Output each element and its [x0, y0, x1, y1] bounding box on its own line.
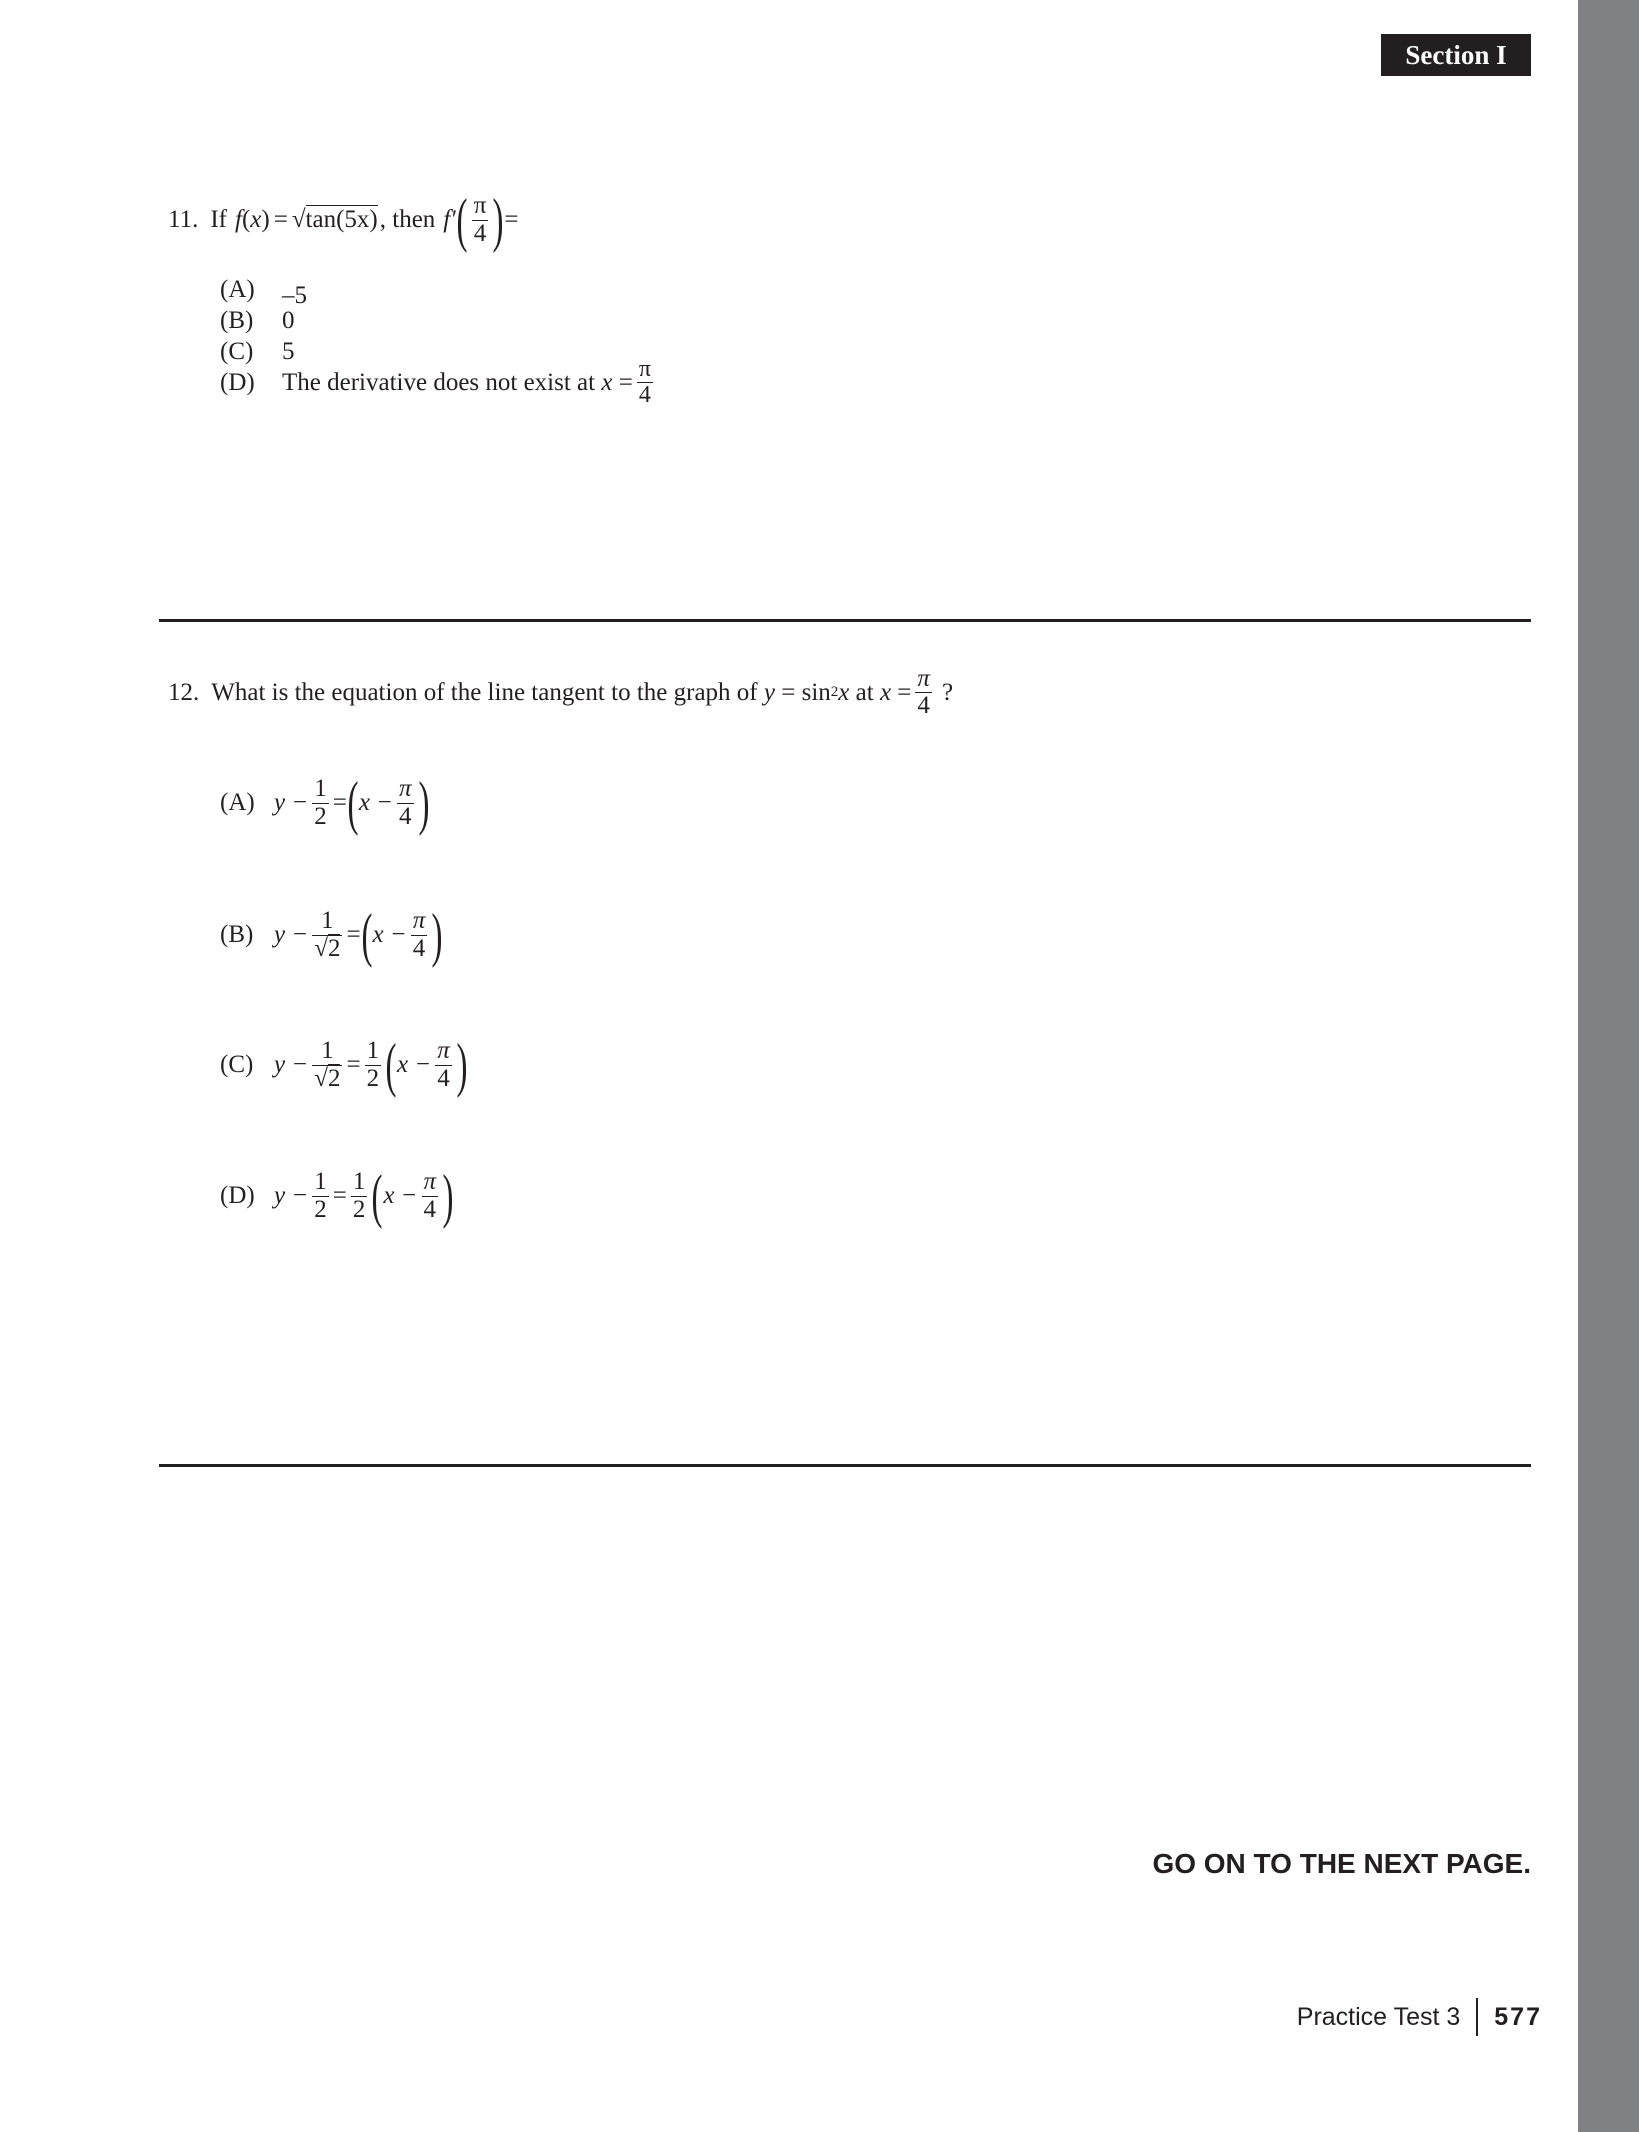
- option-label: (C): [220, 338, 254, 365]
- pi-over-4: [411, 908, 428, 962]
- numerator: π: [437, 1037, 450, 1065]
- numerator: 1: [314, 1168, 327, 1196]
- equals: =: [781, 678, 796, 706]
- y-minus: y −: [274, 921, 309, 948]
- page-footer: [1297, 1998, 1542, 2036]
- sqrt-sign: √: [314, 934, 328, 962]
- option-text: –5: [282, 282, 307, 309]
- lhs-fraction: [312, 1169, 329, 1223]
- y-minus: y −: [274, 1051, 309, 1078]
- f-prime: f′: [443, 206, 456, 233]
- question-number: 12.: [168, 678, 200, 706]
- option-label: (B): [220, 307, 254, 334]
- x-minus: x −: [372, 921, 407, 948]
- option-a[interactable]: [220, 274, 657, 309]
- option-label: (D): [220, 1182, 255, 1209]
- x-minus: x −: [358, 789, 394, 816]
- left-paren: (: [371, 1163, 383, 1229]
- equals: =: [346, 921, 361, 948]
- var: x: [838, 678, 850, 706]
- left-paren: (: [385, 1032, 397, 1098]
- numerator: 1: [321, 1037, 334, 1065]
- radicand: tan(5x): [305, 206, 378, 233]
- option-a[interactable]: [220, 770, 430, 836]
- denominator: 2: [327, 1064, 341, 1092]
- denominator: 4: [437, 1064, 450, 1092]
- denominator: 4: [917, 692, 930, 720]
- coefficient-fraction: [365, 1038, 382, 1092]
- right-paren: ): [431, 902, 443, 968]
- option-d[interactable]: [220, 1163, 454, 1229]
- right-paren: ): [418, 770, 430, 836]
- lhs-fraction: [312, 1038, 342, 1092]
- fraction: [472, 193, 489, 247]
- option-label: (C): [220, 1051, 254, 1078]
- option-c[interactable]: [220, 336, 657, 367]
- book-title: Practice Test 3: [1296, 2002, 1461, 2031]
- pi-over-4: [422, 1169, 439, 1223]
- question-number: 11.: [168, 206, 199, 233]
- option-text: 5: [282, 338, 295, 365]
- question-text: What is the equation of the line tangent to the graph of: [211, 678, 758, 706]
- option-c[interactable]: [220, 1032, 468, 1098]
- var: y: [763, 678, 775, 706]
- equals: =: [504, 206, 519, 233]
- right-paren: ): [456, 1032, 468, 1098]
- option-label: (A): [220, 789, 255, 816]
- equals: =: [346, 1051, 361, 1078]
- left-paren: (: [347, 770, 359, 836]
- denominator: 4: [412, 934, 426, 962]
- go-on-notice: GO ON TO THE NEXT PAGE.: [1152, 1848, 1531, 1879]
- divider: [159, 619, 1531, 622]
- y-minus: y −: [274, 1182, 309, 1209]
- page-number: 577: [1494, 2002, 1542, 2031]
- var: x: [879, 678, 892, 706]
- denominator: 2: [366, 1064, 380, 1092]
- left-paren: (: [361, 902, 373, 968]
- x-minus: x −: [397, 1051, 432, 1078]
- fraction: [915, 666, 932, 720]
- denominator: 4: [399, 802, 412, 830]
- equals: =: [273, 206, 288, 233]
- numerator: π: [423, 1168, 437, 1196]
- var: x: [601, 369, 613, 396]
- sqrt: √tan(5x): [291, 206, 378, 233]
- numerator: 1: [321, 907, 334, 935]
- denominator: 4: [423, 1195, 437, 1223]
- at-text: at: [855, 678, 874, 706]
- numerator: π: [917, 665, 930, 692]
- then-text: , then: [379, 206, 436, 233]
- y-minus: y −: [274, 789, 309, 816]
- numerator: π: [399, 775, 412, 803]
- numerator: π: [473, 192, 487, 220]
- pi-over-4: [435, 1038, 452, 1092]
- option-text: The derivative does not exist at: [282, 369, 596, 396]
- option-b[interactable]: [220, 902, 443, 968]
- question-12: [168, 666, 953, 720]
- equals: =: [618, 369, 633, 396]
- x-minus: x −: [383, 1182, 418, 1209]
- section-label: Section I: [1381, 34, 1531, 76]
- page-edge-bar: [1578, 0, 1639, 2132]
- denominator: 2: [314, 802, 327, 830]
- denominator: 2: [327, 934, 341, 962]
- footer-separator: [1476, 1998, 1478, 2036]
- left-paren: (: [456, 187, 468, 253]
- numerator: π: [638, 355, 651, 382]
- exponent: 2: [830, 684, 839, 701]
- denominator: 4: [638, 382, 651, 408]
- sin: sin: [801, 678, 831, 706]
- pi-over-4: [397, 776, 414, 830]
- numerator: 1: [366, 1037, 380, 1065]
- question-prefix: If: [210, 206, 227, 233]
- divider: [159, 1464, 1531, 1467]
- right-paren: ): [492, 187, 504, 253]
- equals: =: [332, 789, 347, 816]
- numerator: π: [412, 907, 426, 935]
- equals: =: [897, 678, 912, 706]
- lhs-fraction: [312, 776, 329, 830]
- denominator: 2: [352, 1195, 366, 1223]
- option-label: (D): [220, 369, 255, 396]
- numerator: 1: [352, 1168, 366, 1196]
- question-11: 11. If f ( x ) = √tan(5x) , then f′ ( $\frac{\pi}{4}$ ) =: [168, 187, 519, 253]
- fraction: [637, 357, 653, 408]
- option-text: 0: [282, 307, 295, 334]
- denominator: 2: [314, 1195, 327, 1223]
- equals: =: [332, 1182, 347, 1209]
- option-label: (A): [220, 276, 255, 303]
- question-mark: ?: [941, 678, 954, 706]
- lhs-fraction: [312, 908, 342, 962]
- func-name: f: [234, 206, 242, 233]
- coefficient-fraction: [351, 1169, 368, 1223]
- numerator: 1: [314, 775, 327, 803]
- option-label: (B): [220, 921, 254, 948]
- sqrt: [314, 1066, 340, 1092]
- sqrt-sign: √: [314, 1064, 328, 1092]
- option-d[interactable]: [220, 355, 657, 408]
- denominator: 4: [473, 219, 487, 247]
- var: x: [250, 206, 262, 233]
- q11-options: [220, 274, 657, 408]
- sqrt: [314, 936, 340, 962]
- right-paren: ): [442, 1163, 454, 1229]
